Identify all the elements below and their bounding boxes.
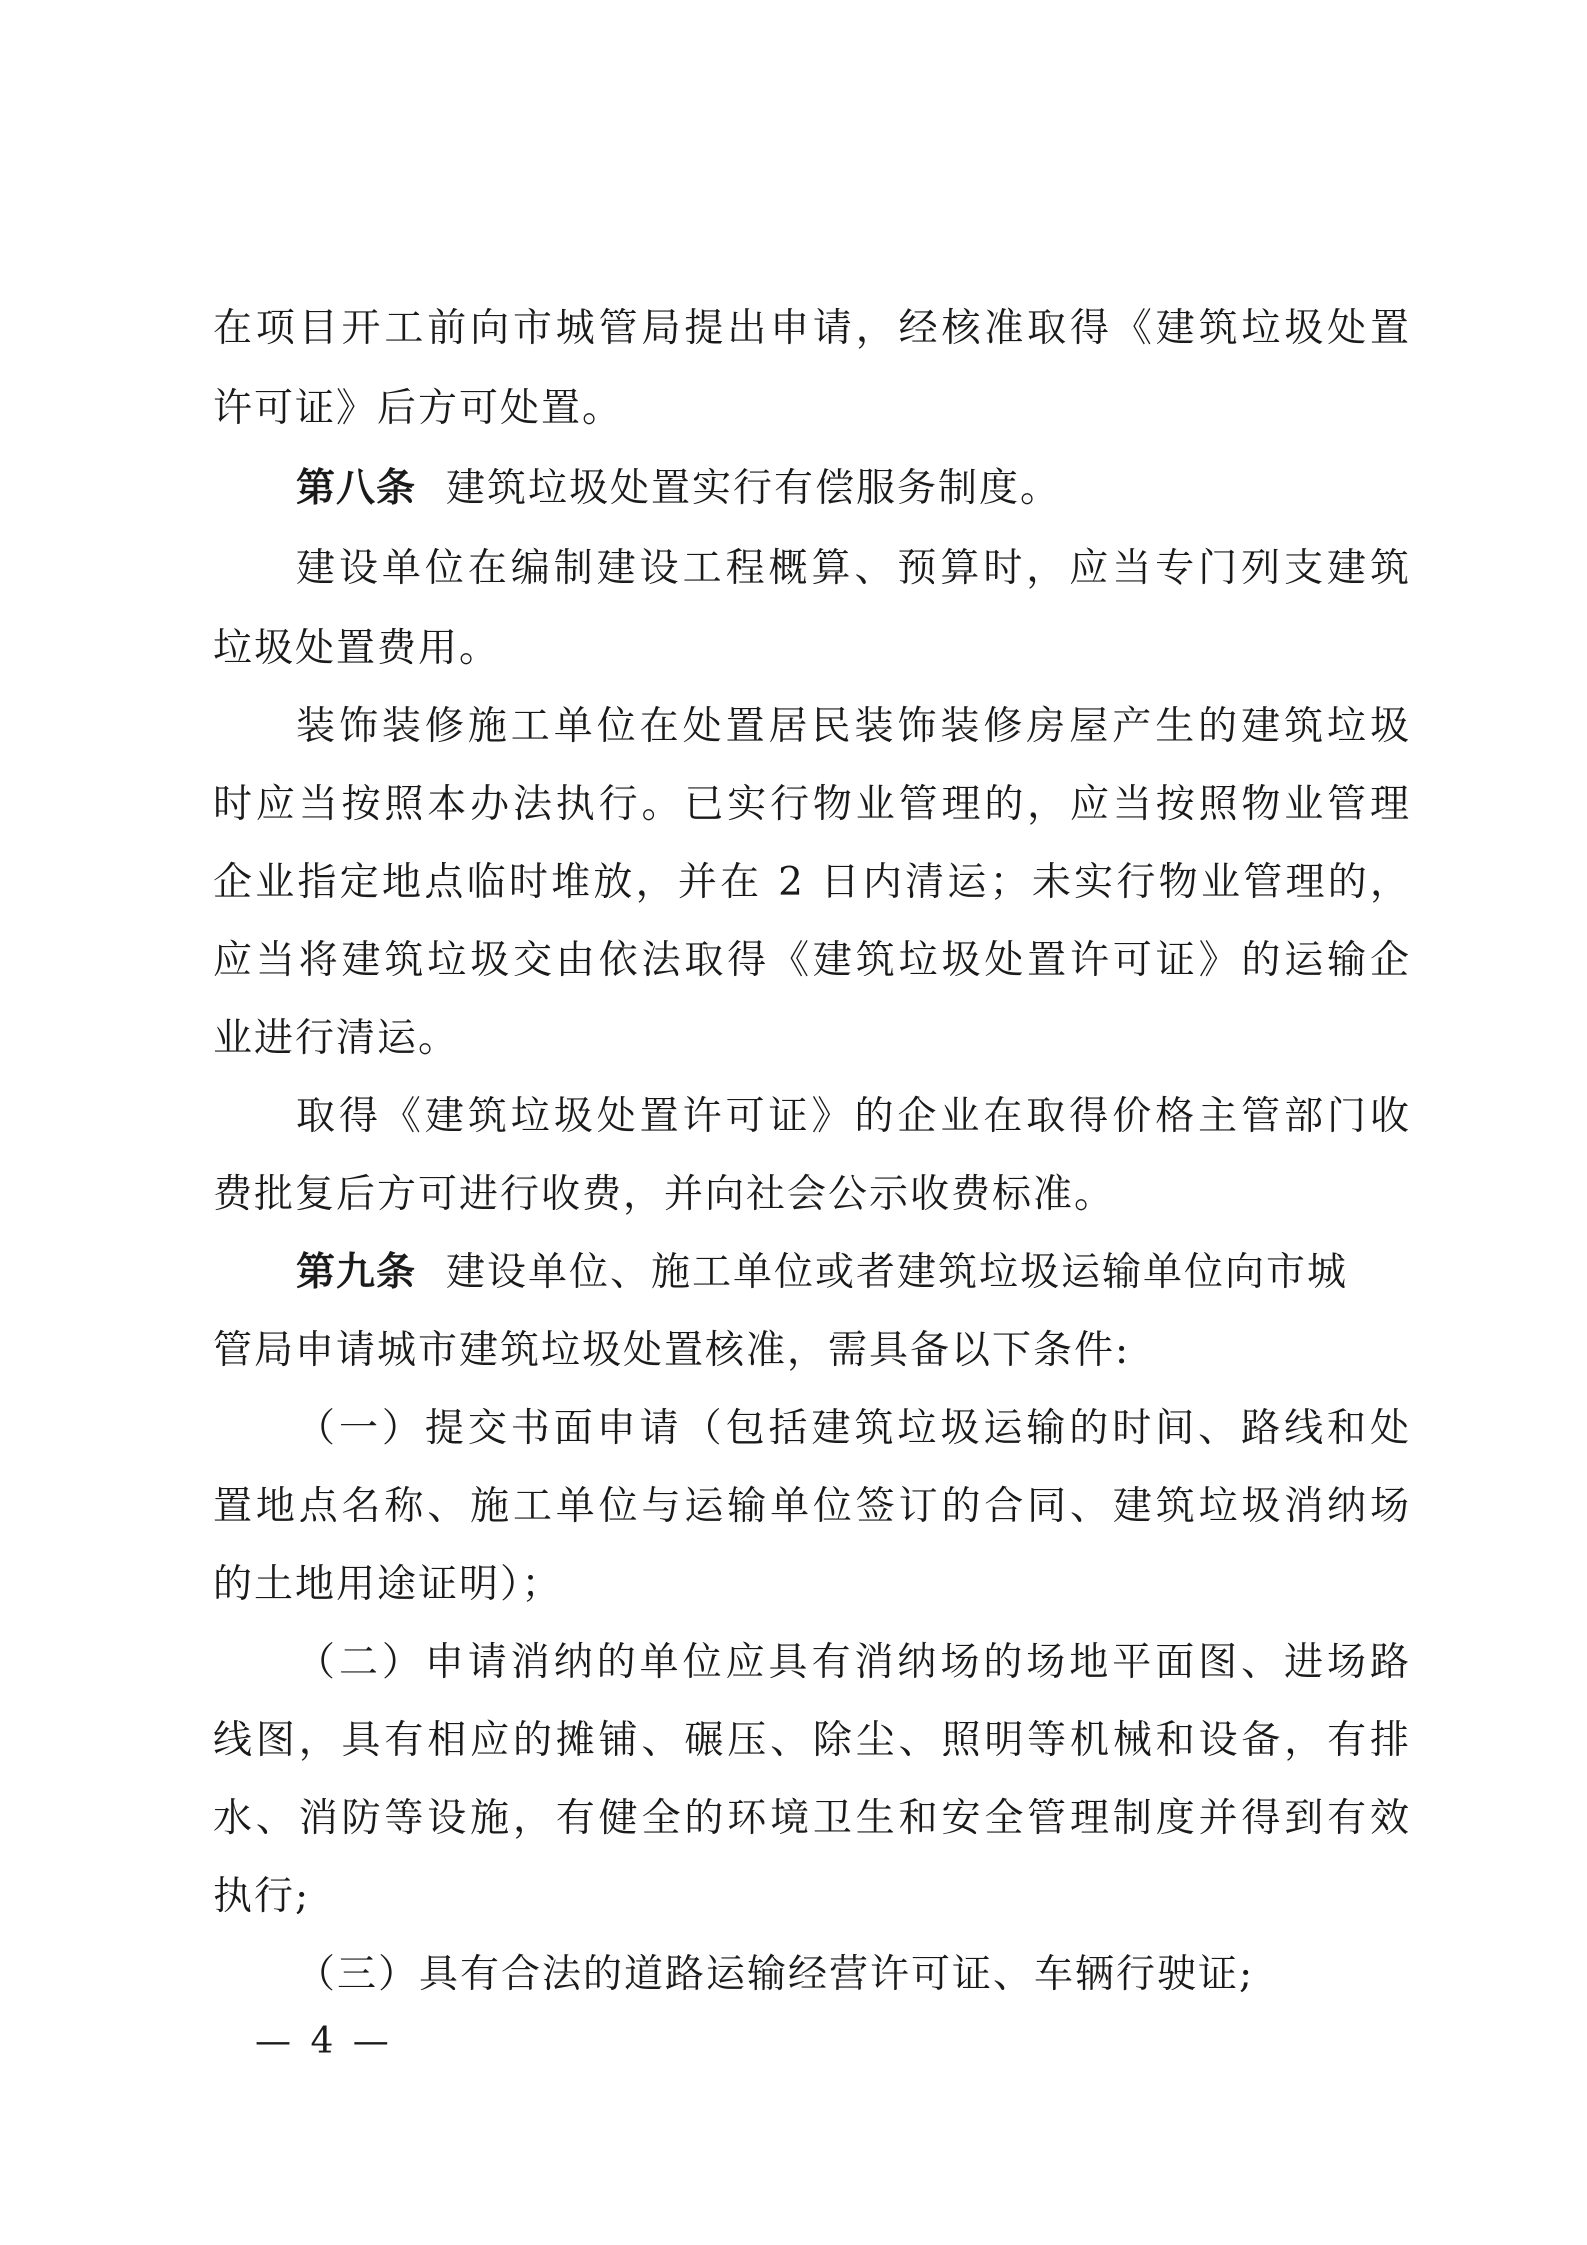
text-line: 费批复后方可进行收费，并向社会公示收费标准。 xyxy=(213,1172,1116,1217)
text-line: 置地点名称、施工单位与运输单位签订的合同、建筑垃圾消纳场 xyxy=(213,1484,1411,1529)
article-9-label: 第九条 xyxy=(296,1250,417,1295)
article-8-line xyxy=(296,464,1496,514)
text-line: （一）提交书面申请（包括建筑垃圾运输的时间、路线和处 xyxy=(296,1406,1411,1451)
text-line: （二）申请消纳的单位应具有消纳场的场地平面图、进场路 xyxy=(296,1640,1411,1685)
text-line: 应当将建筑垃圾交由依法取得《建筑垃圾处置许可证》的运输企 xyxy=(213,938,1411,983)
text-line: 管局申请城市建筑垃圾处置核准，需具备以下条件: xyxy=(213,1328,1131,1373)
text-line: 装饰装修施工单位在处置居民装饰装修房屋产生的建筑垃圾 xyxy=(296,704,1411,749)
article-8-text: 建筑垃圾处置实行有偿服务制度。 xyxy=(446,466,1062,511)
text-line: 取得《建筑垃圾处置许可证》的企业在取得价格主管部门收 xyxy=(296,1094,1411,1139)
text-line: 执行; xyxy=(213,1874,311,1919)
text-line: 时应当按照本办法执行。已实行物业管理的，应当按照物业管理 xyxy=(213,782,1411,827)
page-number: — 4 — xyxy=(255,2021,393,2062)
text-line: （三）具有合法的道路运输经营许可证、车辆行驶证; xyxy=(296,1952,1255,1997)
text-line: 垃圾处置费用。 xyxy=(213,626,501,671)
text-line: 线图，具有相应的摊铺、碾压、除尘、照明等机械和设备，有排 xyxy=(213,1718,1411,1763)
article-8-label: 第八条 xyxy=(296,466,417,511)
text-line: 企业指定地点临时堆放，并在 2 日内清运；未实行物业管理的， xyxy=(213,860,1411,905)
article-9-line xyxy=(296,1248,1496,1298)
text-line: 业进行清运。 xyxy=(213,1016,460,1061)
text-line: 许可证》后方可处置。 xyxy=(213,386,624,431)
text-line: 在项目开工前向市城管局提出申请，经核准取得《建筑垃圾处置 xyxy=(213,306,1411,351)
text-line: 水、消防等设施，有健全的环境卫生和安全管理制度并得到有效 xyxy=(213,1796,1411,1841)
article-9-text: 建设单位、施工单位或者建筑垃圾运输单位向市城 xyxy=(446,1250,1349,1295)
text-line: 的土地用途证明）； xyxy=(213,1562,563,1607)
text-line: 建设单位在编制建设工程概算、预算时，应当专门列支建筑 xyxy=(296,546,1411,591)
